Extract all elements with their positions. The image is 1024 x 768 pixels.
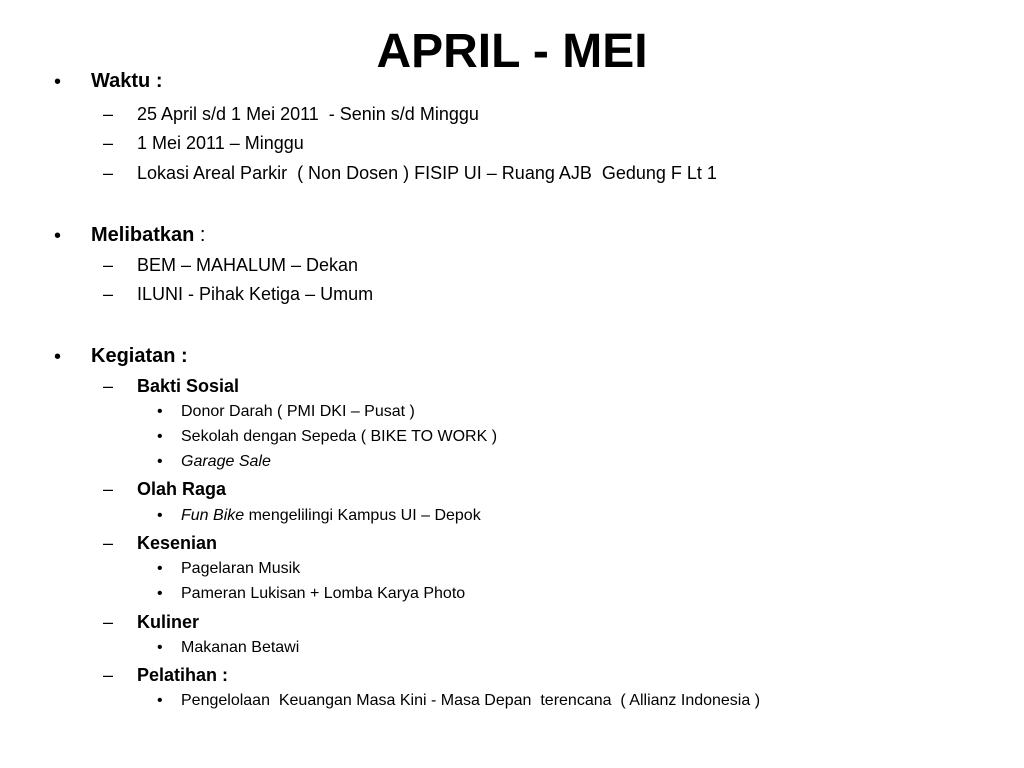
bullet-level3: • xyxy=(157,507,163,524)
bullet-level3: • xyxy=(157,560,163,577)
slide-title: APRIL - MEI xyxy=(376,25,648,78)
bullet-level2: – xyxy=(103,665,114,685)
bullet-level2: – xyxy=(103,479,114,499)
waktu-item: 1 Mei 2011 – Minggu xyxy=(137,133,304,153)
kegiatan-item: Pameran Lukisan + Lomba Karya Photo xyxy=(181,585,466,602)
bullet-level2: – xyxy=(103,376,114,396)
melibatkan-item: BEM – MAHALUM – Dekan xyxy=(137,255,359,275)
bullet-level2: – xyxy=(103,612,114,632)
bullet-level3: • xyxy=(157,692,163,709)
bullet-level3: • xyxy=(157,428,163,445)
kegiatan-item: Garage Sale xyxy=(181,453,271,470)
section-heading-waktu: Waktu : xyxy=(91,70,163,92)
kegiatan-item: Pengelolaan Keuangan Masa Kini - Masa Depan terencana ( Allianz Indonesia ) xyxy=(181,692,761,709)
bullet-level2: – xyxy=(103,284,114,304)
kegiatan-group-kuliner: Kuliner xyxy=(137,612,200,632)
kegiatan-item: Sekolah dengan Sepeda ( BIKE TO WORK ) xyxy=(181,428,498,445)
section-heading-kegiatan: Kegiatan : xyxy=(91,345,188,367)
fun-bike-rest: mengelilingi Kampus UI – Depok xyxy=(244,507,481,524)
section-heading-melibatkan xyxy=(91,225,205,245)
fun-bike-text: Fun Bike xyxy=(181,507,245,524)
bullet-level1: • xyxy=(54,346,62,368)
bullet-level2: – xyxy=(103,533,114,553)
melibatkan-heading-text: Melibatkan xyxy=(91,224,195,246)
bullet-level2: – xyxy=(103,163,114,183)
bullet-level2: – xyxy=(103,255,114,275)
kegiatan-item: Donor Darah ( PMI DKI – Pusat ) xyxy=(181,403,415,420)
bullet-level2: – xyxy=(103,133,114,153)
bullet-level3: • xyxy=(157,453,163,470)
kegiatan-group-bakti-sosial: Bakti Sosial xyxy=(137,376,240,396)
bullet-level1: • xyxy=(54,225,62,247)
kegiatan-item: Pagelaran Musik xyxy=(181,560,301,577)
kegiatan-item: Makanan Betawi xyxy=(181,639,300,656)
waktu-item: Lokasi Areal Parkir ( Non Dosen ) FISIP UI – Ruang AJB Gedung F Lt 1 xyxy=(137,163,717,183)
kegiatan-group-pelatihan: Pelatihan : xyxy=(137,665,229,685)
waktu-item: 25 April s/d 1 Mei 2011 - Senin s/d Minggu xyxy=(137,104,479,124)
bullet-level2: – xyxy=(103,104,114,124)
kegiatan-item xyxy=(181,508,481,524)
melibatkan-item: ILUNI - Pihak Ketiga – Umum xyxy=(137,284,374,304)
kegiatan-group-kesenian: Kesenian xyxy=(137,533,218,553)
bullet-level3: • xyxy=(157,403,163,420)
melibatkan-heading-suffix: : xyxy=(194,224,206,246)
bullet-level1: • xyxy=(54,71,62,93)
bullet-level3: • xyxy=(157,639,163,656)
kegiatan-group-olah-raga: Olah Raga xyxy=(137,479,227,499)
bullet-level3: • xyxy=(157,585,163,602)
